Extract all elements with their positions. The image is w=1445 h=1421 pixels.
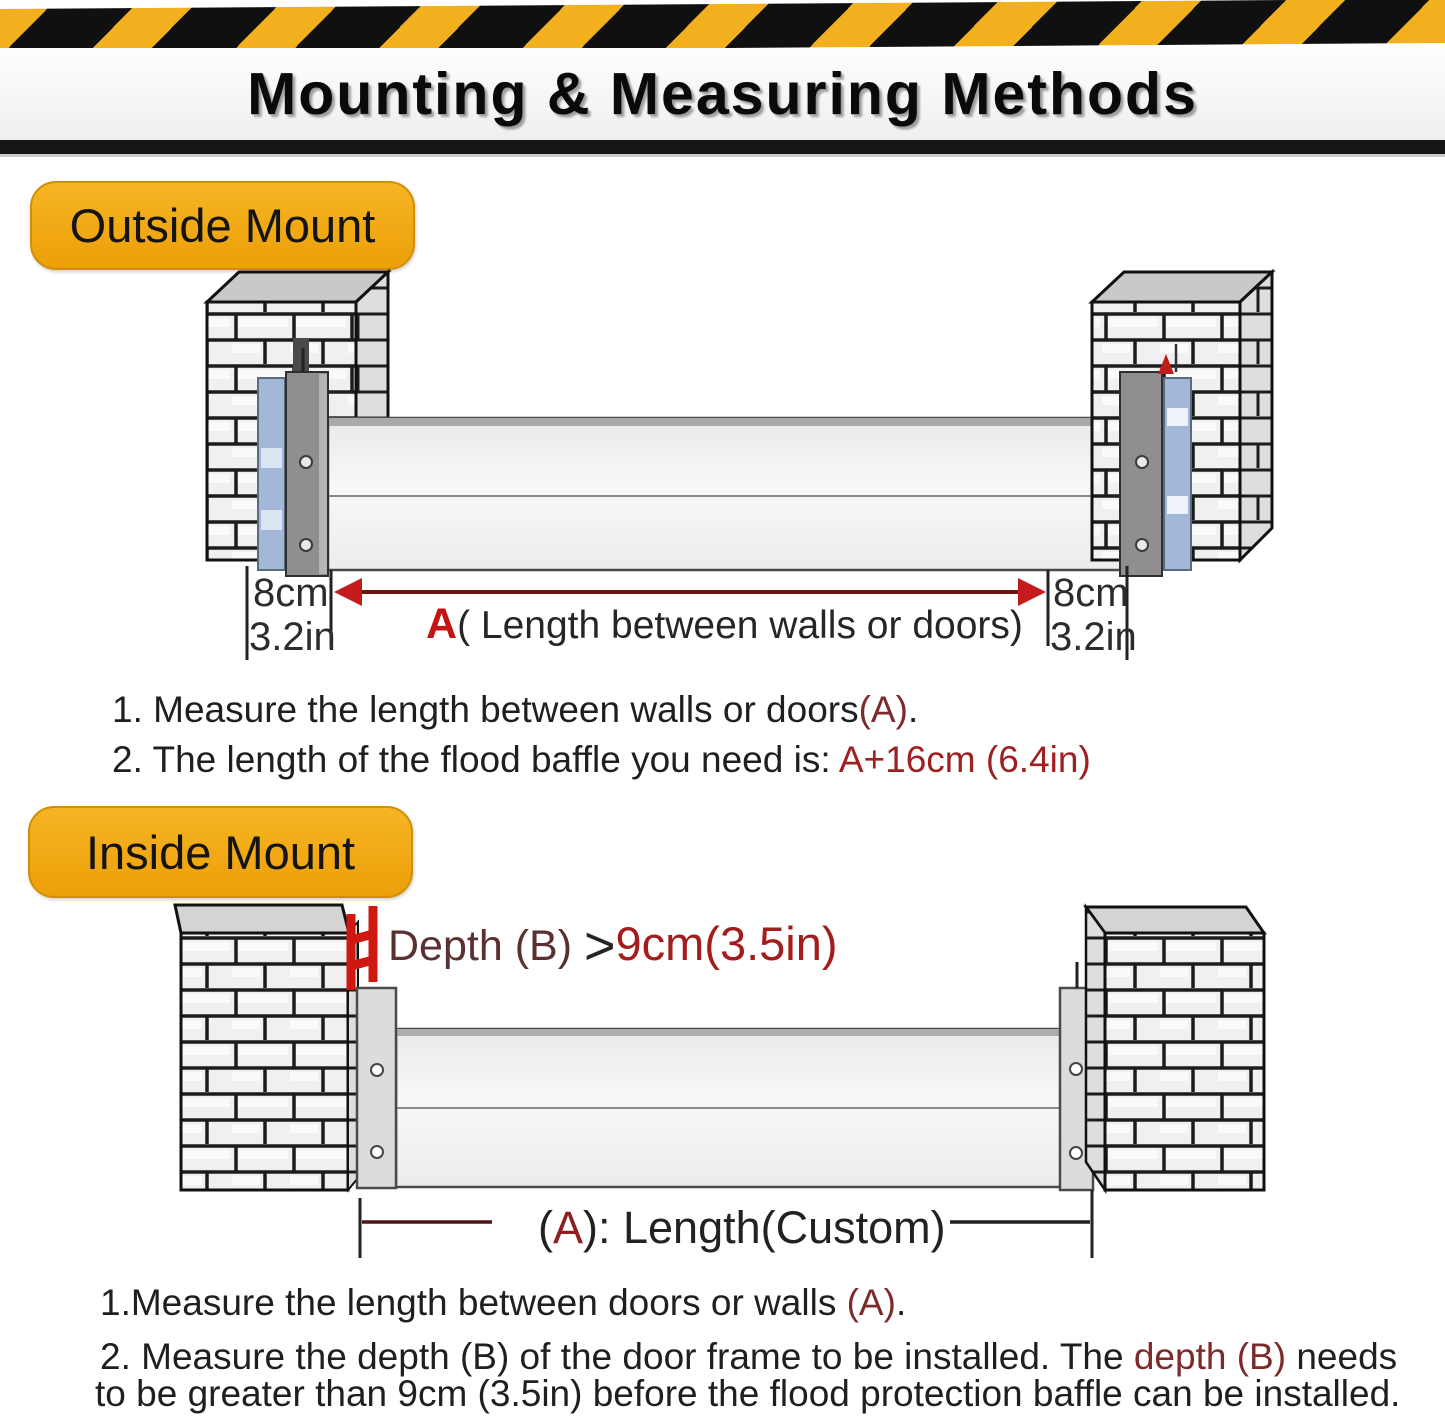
screw-hole (1070, 1147, 1082, 1159)
inside-flood-barrier-panel (396, 1029, 1062, 1187)
outside-mount-label: Outside Mount (69, 199, 376, 252)
dim-right-cm: 8cm (1053, 571, 1129, 615)
outside-step-2: 2. The length of the flood baffle you need is: A+16cm (6.4in) (112, 739, 1091, 780)
dim-right-in: 3.2in (1050, 615, 1137, 659)
screw-hole (371, 1064, 383, 1076)
screw-hole (1136, 539, 1148, 551)
arrowhead-left (334, 578, 362, 606)
length-between-walls-label: A( Length between walls or doors) (426, 600, 1023, 648)
inside-left-pillar (175, 905, 358, 1190)
depth-measuring-bracket (351, 906, 373, 990)
screw-hole (300, 539, 312, 551)
custom-length-label: (A): Length(Custom) (538, 1202, 946, 1253)
page-title: Mounting & Measuring Methods (247, 61, 1198, 127)
depth-requirement-label: Depth (B) >9cm(3.5in) (388, 916, 838, 976)
inside-step-2-line-2: to be greater than 9cm (3.5in) before the flood protection baffle can be installed. (95, 1373, 1401, 1414)
outside-right-mounting-bracket (1120, 344, 1191, 576)
inside-step-2-line-1: 2. Measure the depth (B) of the door frame to be installed. The depth (B) needs (100, 1336, 1398, 1377)
inside-step-1: 1.Measure the length between doors or walls (A). (100, 1282, 907, 1323)
outside-step-1: 1. Measure the length between walls or doors(A). (112, 689, 919, 730)
inside-mount-label: Inside Mount (85, 825, 356, 879)
dim-left-in: 3.2in (249, 615, 336, 659)
dim-left-cm: 8cm (253, 571, 329, 615)
screw-hole (1136, 456, 1148, 468)
inside-left-mounting-bracket (357, 988, 396, 1188)
inside-right-pillar (1086, 907, 1264, 1190)
screw-hole (300, 456, 312, 468)
outside-left-mounting-bracket (258, 348, 328, 576)
length-a-letter: A (426, 600, 458, 648)
outside-flood-barrier-panel (328, 418, 1132, 570)
screw-hole (371, 1146, 383, 1158)
screw-hole (1070, 1063, 1082, 1075)
